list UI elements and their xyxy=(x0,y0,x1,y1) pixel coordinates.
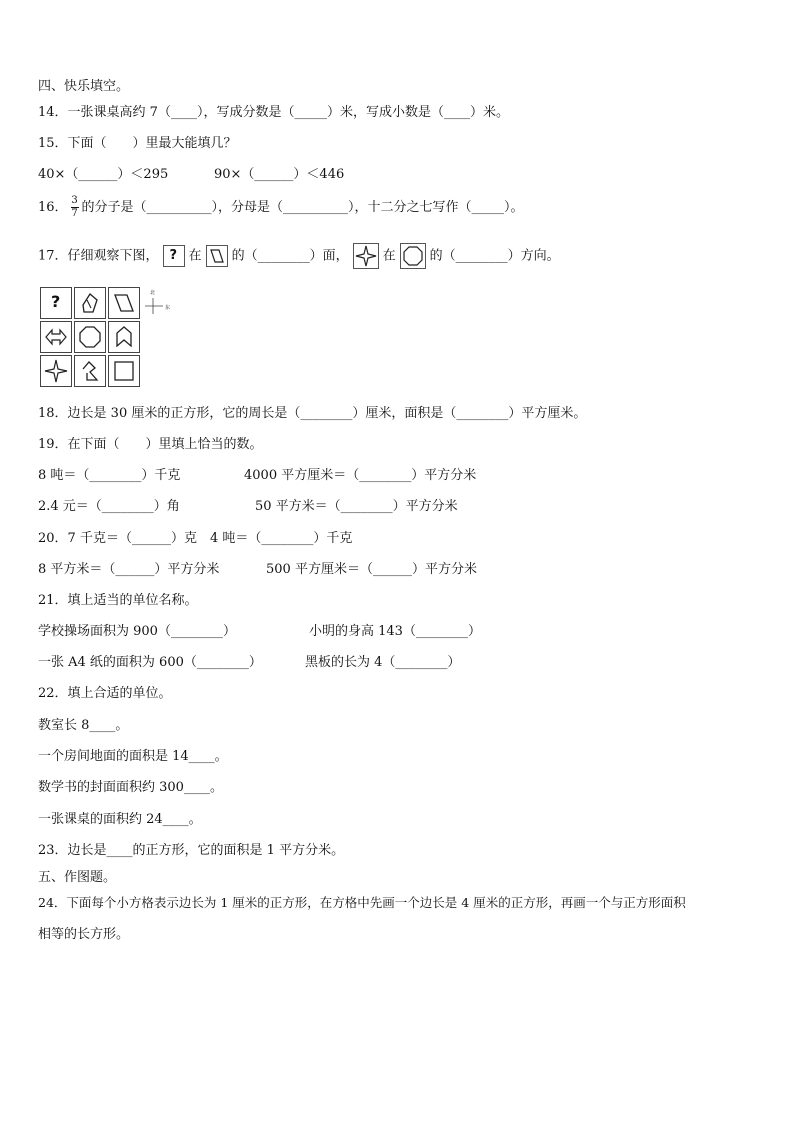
q19-a: 8 吨＝（________）千克 xyxy=(38,468,181,483)
q22-stem: 22．填上合适的单位。 xyxy=(38,686,172,701)
q16-frac-numerator: 3 xyxy=(71,195,78,206)
cell-parallelogram xyxy=(108,287,140,319)
cell-double-arrow xyxy=(40,321,72,353)
q17-part1: 17．仔细观察下图， xyxy=(38,248,159,264)
compass-east-label: 东 xyxy=(165,305,171,311)
octagon-box-icon xyxy=(400,243,426,269)
q14-text: 14．一张课桌高约 7（____），写成分数是（_____）米，写成小数是（____）米。 xyxy=(38,105,509,120)
q17-part2: 在 xyxy=(188,248,202,264)
q22-d: 一张课桌的面积约 24____。 xyxy=(38,812,202,827)
q22-c: 数学书的封面面积约 300____。 xyxy=(38,780,223,795)
q19-d: 50 平方米＝（________）平方分米 xyxy=(255,499,458,514)
q16 xyxy=(38,196,524,219)
section5-title: 五、作图题。 xyxy=(38,870,117,885)
question-mark-box-icon: ? xyxy=(163,245,185,267)
q15-stem: 15．下面（ ）里最大能填几？ xyxy=(38,136,237,151)
four-point-star-box-icon xyxy=(353,243,379,269)
q20-b: 8 平方米＝（______）平方分米 xyxy=(38,562,220,577)
cell-bookmark-shape xyxy=(108,321,140,353)
parallelogram-box-icon xyxy=(206,245,228,267)
q24-line1: 24．下面每个小方格表示边长为 1 厘米的正方形，在方格中先画一个边长是 4 厘米的正方形，再画一个与正方形面积 xyxy=(38,895,686,910)
cell-four-point-star xyxy=(40,355,72,387)
q17-part4: 在 xyxy=(382,248,396,264)
q22-a: 教室长 8____。 xyxy=(38,718,129,733)
q22-b: 一个房间地面的面积是 14____。 xyxy=(38,749,228,764)
cell-question-mark: ? xyxy=(40,287,72,319)
q16-prefix: 16． xyxy=(38,200,68,215)
compass-icon xyxy=(143,292,173,320)
q19-b: 4000 平方厘米＝（________）平方分米 xyxy=(244,468,477,483)
q19-stem: 19．在下面（ ）里填上恰当的数。 xyxy=(38,437,263,452)
q19-c: 2.4 元＝（________）角 xyxy=(38,499,180,514)
q20-a: 20．7 千克＝（______）克 4 吨＝（________）千克 xyxy=(38,531,353,546)
section4-title: 四、快乐填空。 xyxy=(38,79,130,94)
cell-octagon xyxy=(74,321,106,353)
q20-c: 500 平方厘米＝（______）平方分米 xyxy=(266,562,477,577)
q16-frac-denominator: 7 xyxy=(71,208,78,219)
q16-suffix: 的分子是（__________），分母是（__________），十二分之七写作（_____）。 xyxy=(81,200,524,215)
cell-square xyxy=(108,355,140,387)
q17-part3: 的（________）面， xyxy=(231,248,349,264)
q23-text: 23．边长是____的正方形，它的面积是 1 平方分米。 xyxy=(38,843,345,858)
compass-north-label: 北 xyxy=(150,290,156,296)
q16-fraction xyxy=(71,196,79,219)
q17-part5: 的（________）方向。 xyxy=(429,248,560,264)
q17 xyxy=(38,243,560,269)
q15-a: 40×（______）＜295 xyxy=(38,167,169,182)
q21-c: 一张 A4 纸的面积为 600（________） xyxy=(38,655,262,670)
cell-hook-shape xyxy=(74,355,106,387)
q21-d: 黑板的长为 4（________） xyxy=(305,655,461,670)
cell-pentagon-shape xyxy=(74,287,106,319)
q21-stem: 21．填上适当的单位名称。 xyxy=(38,593,198,608)
q24-line2: 相等的长方形。 xyxy=(38,927,130,942)
q21-b: 小明的身高 143（________） xyxy=(309,624,481,639)
q18-text: 18．边长是 30 厘米的正方形，它的周长是（________）厘米，面积是（________）平方厘米。 xyxy=(38,406,587,421)
q15-b: 90×（______）＜446 xyxy=(214,167,345,182)
q21-a: 学校操场面积为 900（________） xyxy=(38,624,236,639)
